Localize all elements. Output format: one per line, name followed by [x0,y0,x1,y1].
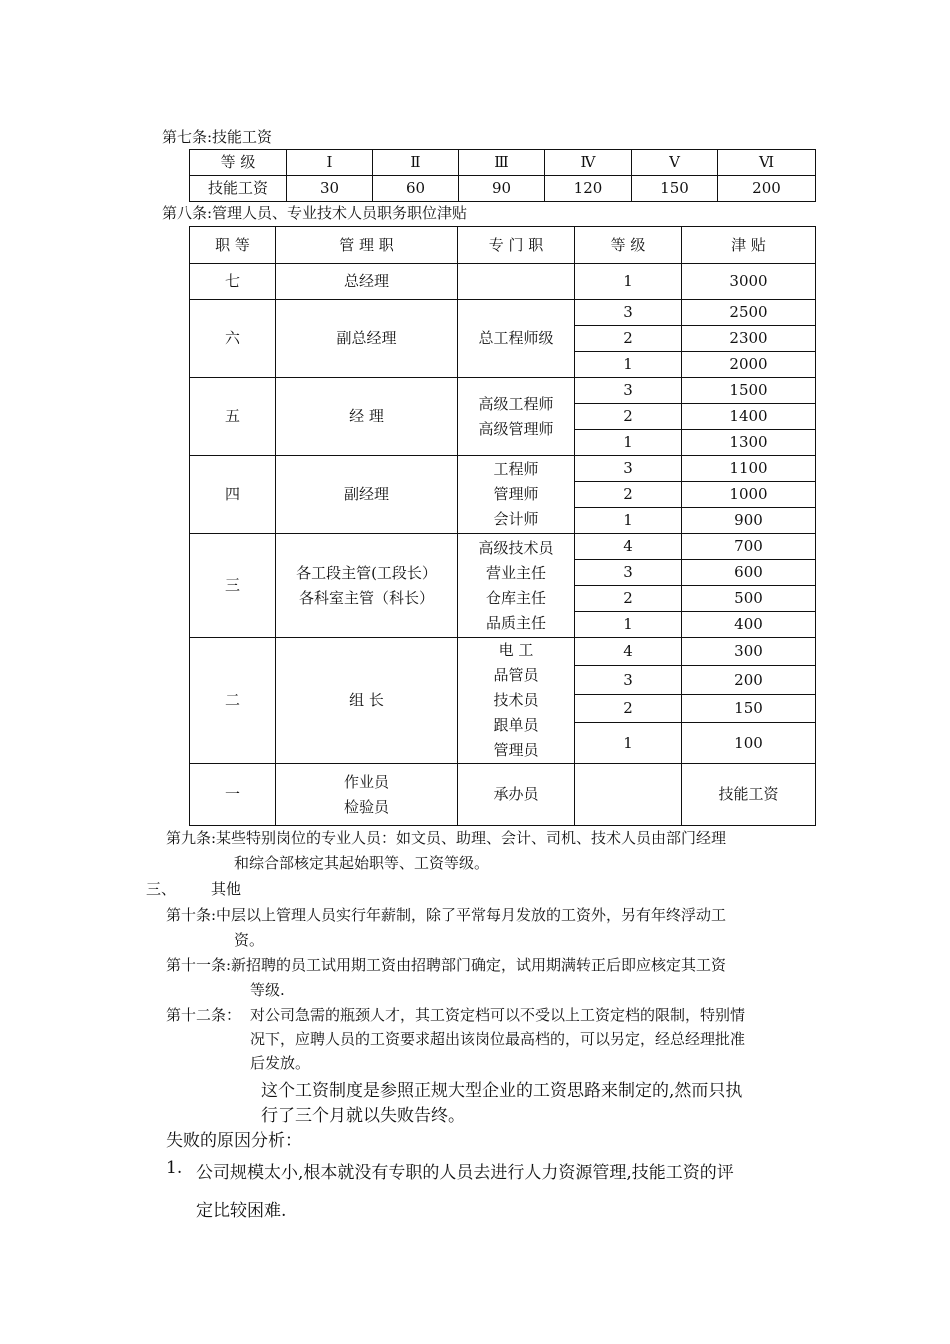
management-position-cell [276,638,458,764]
management-position-label: 各工段主管(工段长） [296,563,437,582]
allowance-row [190,764,816,826]
specialist-position-label: 高级管理师 [478,419,554,438]
specialist-position-label: 跟单员 [493,716,539,734]
allowance-header-cell: 管 理 职 [276,227,458,264]
management-position-label: 组 长 [349,691,384,709]
skill-value-cell: 技能工资 [190,176,287,202]
level-cell: 3 [575,378,682,404]
analysis-heading: 失败的原因分析： [166,1131,302,1151]
skill-value-cell: 200 [718,176,816,202]
analysis-item1-line1: 公司规模太小,根本就没有专职的人员去进行人力资源管理,技能工资的评 [196,1163,734,1183]
skill-value-cell: 30 [287,176,373,202]
level-cell: 1 [575,264,682,300]
allowance-amount-cell: 300 [682,638,816,666]
conclusion-line1: 这个工资制度是参照正规大型企业的工资思路来制定的,然而只执 [261,1081,743,1101]
management-position-label: 总经理 [343,272,389,290]
level-cell: 3 [575,666,682,694]
allowance-amount-cell: 1100 [682,456,816,482]
level-cell: 2 [575,326,682,352]
analysis-item1-line2: 定比较困难. [196,1201,287,1221]
allowance-header-cell: 专 门 职 [458,227,575,264]
allowance-row [190,534,816,560]
specialist-position-label: 会计师 [493,510,539,528]
grade-cell: 七 [190,264,276,300]
allowance-amount-cell: 900 [682,508,816,534]
specialist-position-label: 管理师 [493,485,539,503]
level-cell: 2 [575,482,682,508]
allowance-amount-cell: 2000 [682,352,816,378]
allowance-amount-cell: 2300 [682,326,816,352]
allowance-amount-cell: 600 [682,560,816,586]
skill-value-cell: 60 [373,176,459,202]
skill-header-cell: 等 级 [190,150,287,176]
specialist-position-cell [458,378,575,456]
article-11-line2: 等级. [250,981,285,999]
allowance-amount-cell: 1400 [682,404,816,430]
management-position-cell [276,456,458,534]
management-position-cell [276,534,458,638]
grade-cell: 一 [190,764,276,826]
allowance-header-cell: 等 级 [575,227,682,264]
skill-wage-table [189,149,816,202]
article-10-line2: 资。 [234,931,265,949]
specialist-position-label: 仓库主任 [485,588,546,607]
specialist-position-label: 总工程师级 [478,329,554,347]
level-cell: 1 [575,612,682,638]
level-cell: 2 [575,586,682,612]
skill-header-cell: Ⅳ [545,150,632,176]
specialist-position-cell [458,300,575,378]
allowance-amount-cell: 1500 [682,378,816,404]
grade-cell: 四 [190,456,276,534]
management-position-label: 作业员 [343,772,389,791]
article-12-line2: 况下，应聘人员的工资要求超出该岗位最高档的，可以另定，经总经理批准 [250,1030,746,1048]
level-cell [575,764,682,826]
specialist-position-label: 品质主任 [485,613,546,632]
management-position-label: 检验员 [343,797,389,816]
management-position-label: 经 理 [349,407,384,425]
allowance-header-row [190,227,816,264]
management-position-cell [276,764,458,826]
management-position-cell [276,264,458,300]
level-cell: 1 [575,508,682,534]
allowance-amount-cell: 100 [682,723,816,764]
allowance-amount-cell: 1000 [682,482,816,508]
level-cell: 3 [575,560,682,586]
specialist-position-cell [458,456,575,534]
allowance-amount-cell: 2500 [682,300,816,326]
allowance-amount-cell: 1300 [682,430,816,456]
grade-cell: 六 [190,300,276,378]
level-cell: 4 [575,534,682,560]
allowance-header-cell: 职 等 [190,227,276,264]
skill-value-cell: 120 [545,176,632,202]
management-position-label: 副总经理 [336,329,397,347]
specialist-position-cell [458,764,575,826]
level-cell: 3 [575,456,682,482]
skill-wage-header-row [190,150,816,176]
allowance-row [190,456,816,482]
article-9-line2: 和综合部核定其起始职等、工资等级。 [234,854,490,872]
specialist-position-label: 品管员 [493,666,539,684]
specialist-position-label: 承办员 [493,785,539,803]
allowance-table [189,226,816,826]
specialist-position-label: 工程师 [493,460,539,478]
allowance-amount-cell: 700 [682,534,816,560]
level-cell: 3 [575,300,682,326]
skill-value-cell: 150 [632,176,718,202]
specialist-position-label: 管理员 [493,741,539,759]
article-12-label: 第十二条： [166,1006,242,1024]
article-12-line1: 对公司急需的瓶颈人才，其工资定档可以不受以上工资定档的限制，特别情 [250,1006,746,1024]
article-12-line3: 后发放。 [250,1054,311,1072]
level-cell: 2 [575,694,682,722]
allowance-amount-cell: 400 [682,612,816,638]
skill-wage-value-row [190,176,816,202]
allowance-amount-cell: 150 [682,694,816,722]
article-8-heading: 第八条:管理人员、专业技术人员职务职位津贴 [162,204,468,222]
specialist-position-label: 高级技术员 [478,538,554,557]
allowance-row [190,264,816,300]
level-cell: 1 [575,723,682,764]
allowance-amount-cell: 500 [682,586,816,612]
skill-header-cell: Ⅲ [459,150,545,176]
skill-header-cell: Ⅱ [373,150,459,176]
article-11-line1: 第十一条:新招聘的员工试用期工资由招聘部门确定，试用期满转正后即应核定其工资 [166,956,727,974]
specialist-position-cell [458,534,575,638]
conclusion-line2: 行了三个月就以失败告终。 [261,1106,465,1126]
allowance-amount-cell: 3000 [682,264,816,300]
level-cell: 2 [575,404,682,430]
allowance-row [190,300,816,326]
management-position-label: 各科室主管（科长） [298,588,434,607]
grade-cell: 二 [190,638,276,764]
management-position-cell [276,300,458,378]
skill-value-cell: 90 [459,176,545,202]
skill-header-cell: Ⅴ [632,150,718,176]
specialist-position-cell [458,638,575,764]
management-position-cell [276,378,458,456]
management-position-label: 副经理 [343,485,389,503]
level-cell: 1 [575,430,682,456]
allowance-header-cell: 津 贴 [682,227,816,264]
grade-cell: 三 [190,534,276,638]
level-cell: 4 [575,638,682,666]
article-10-line1: 第十条:中层以上管理人员实行年薪制，除了平常每月发放的工资外，另有年终浮动工 [166,906,727,924]
allowance-amount-cell: 200 [682,666,816,694]
allowance-row [190,378,816,404]
article-7-heading: 第七条:技能工资 [162,128,273,146]
skill-header-cell: Ⅰ [287,150,373,176]
specialist-position-label: 高级工程师 [478,394,554,413]
skill-header-cell: Ⅵ [718,150,816,176]
allowance-amount-cell: 技能工资 [682,764,816,826]
grade-cell: 五 [190,378,276,456]
specialist-position-label: 电 工 [498,641,534,659]
article-9-line1: 第九条:某些特别岗位的专业人员：如文员、助理、会计、司机、技术人员由部门经理 [166,829,727,847]
allowance-row [190,638,816,666]
level-cell: 1 [575,352,682,378]
analysis-item1-number: 1. [166,1158,183,1178]
specialist-position-label: 技术员 [493,691,539,709]
specialist-position-label: 营业主任 [485,563,546,582]
section-3-title: 其他 [211,880,242,898]
specialist-position-cell [458,264,575,300]
section-3-number: 三、 [146,880,177,898]
